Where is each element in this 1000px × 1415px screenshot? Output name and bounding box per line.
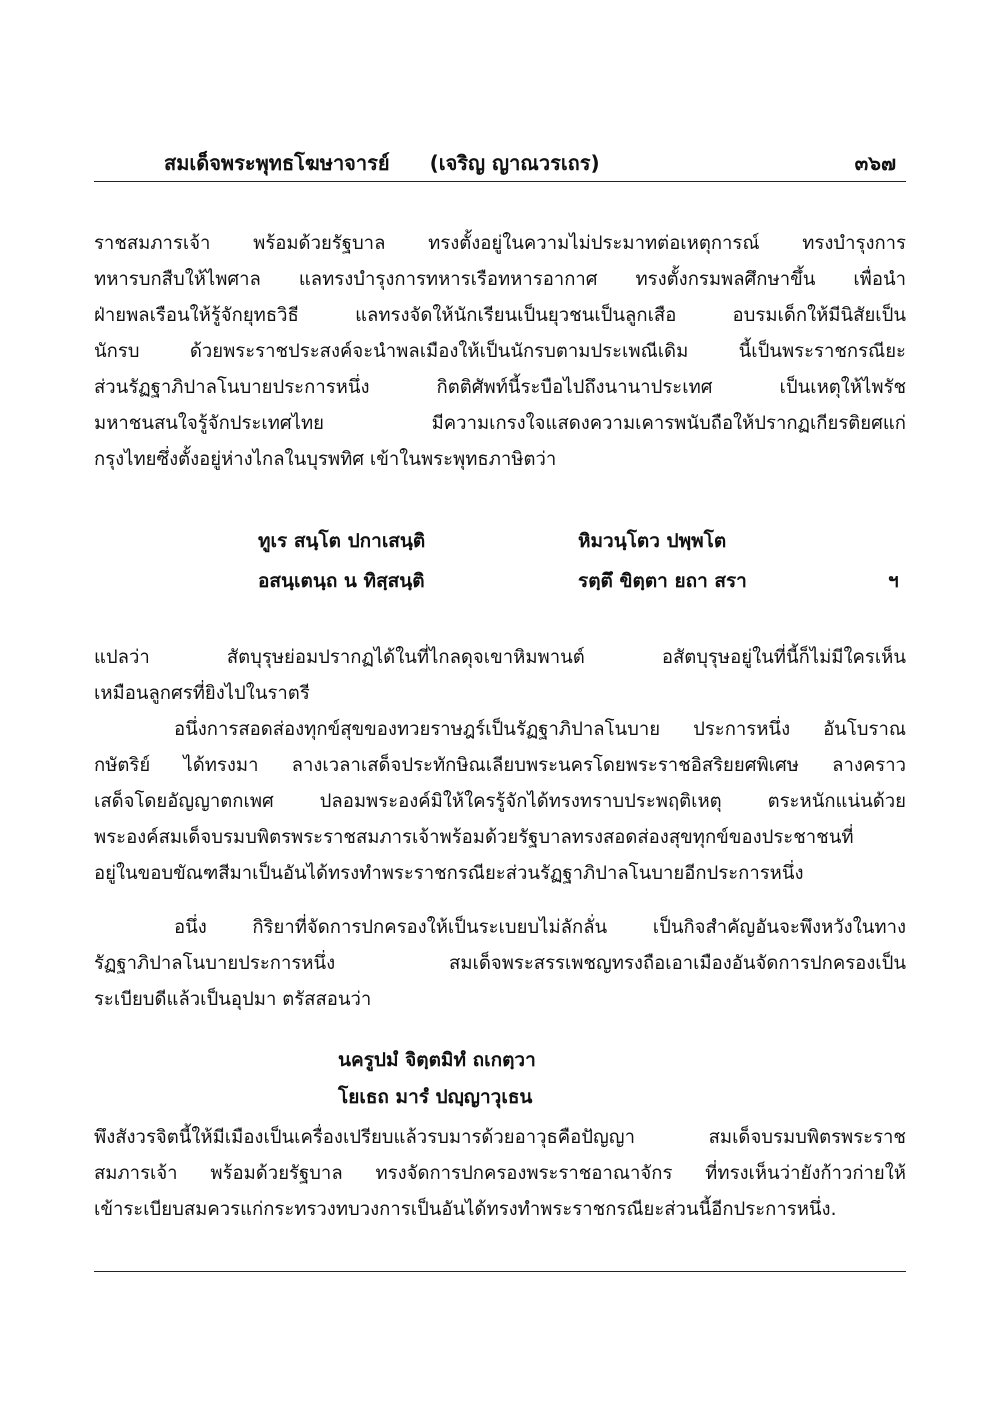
text-line: ระเบียบดีแล้วเป็นอุปมา ตรัสสอนว่า (94, 989, 372, 1010)
text-line: กษัตริย์ ได้ทรงมา ลางเวลาเสด็จประทักษิณเลียบพระนครโดยพระราชอิสริยยศพิเศษ ลางคราว (94, 755, 906, 776)
verse-line-second-half: รตฺตึ ขิตฺตา ยถา สรา (578, 570, 747, 592)
text-line: กรุงไทยซึ่งตั้งอยู่ห่างไกลในบุรพทิศ เข้าในพระพุทธภาษิตว่า (94, 449, 557, 470)
text-line: ราชสมภารเจ้า พร้อมด้วยรัฐบาล ทรงตั้งอยู่ในความไม่ประมาทต่อเหตุการณ์ ทรงบำรุงการ (94, 233, 906, 254)
verse-row: โยเธถ มารํ ปญฺญาวุเธน (338, 1086, 533, 1108)
text-line: พึงสังวรจิตนี้ให้มีเมืองเป็นเครื่องเปรียบแล้วรบมารด้วยอาวุธคือปัญญา สมเด็จบรมบพิตรพระราช (94, 1127, 906, 1148)
text-line: รัฏฐาภิปาลโนบายประการหนึ่ง สมเด็จพระสรรเพชญทรงถือเอาเมืองอันจัดการปกครองเป็น (94, 953, 906, 974)
verse-end-mark: ฯ (888, 570, 899, 592)
paragraph-5 (94, 1120, 906, 1228)
text-line: มหาชนสนใจรู้จักประเทศไทย มีความเกรงใจแสดงความเคารพนับถือให้ปรากฏเกียรติยศแก่ (94, 413, 906, 434)
verse-row (258, 521, 898, 561)
running-title (164, 147, 600, 179)
header-subtitle: (เจริญ ญาณวรเถร) (429, 151, 600, 175)
text-line: อยู่ในขอบขัณฑสีมาเป็นอันได้ทรงทำพระราชกรณียะส่วนรัฏฐาภิปาลโนบายอีกประการหนึ่ง (94, 863, 804, 884)
text-line: อนึ่งการสอดส่องทุกข์สุขของทวยราษฎร์เป็นรัฏฐาภิปาลโนบาย ประการหนึ่ง อันโบราณ (174, 719, 906, 740)
text-line: ฝ่ายพลเรือนให้รู้จักยุทธวิธี แลทรงจัดให้นักเรียนเป็นยุวชนเป็นลูกเสือ อบรมเด็กให้มีนิสัยเป็น (94, 305, 906, 326)
verse-line-second-half: หิมวนฺโตว ปพฺพโต (578, 530, 727, 552)
text-line: เหมือนลูกศรที่ยิงไปในราตรี (94, 683, 310, 704)
verse-row (258, 561, 898, 601)
header-title: สมเด็จพระพุทธโฆษาจารย์ (164, 151, 390, 175)
footer-divider (94, 1271, 906, 1272)
verse-line-first-half: อสนฺเตนฺถ น ทิสฺสนฺติ (258, 570, 425, 592)
text-line: ทหารบกสืบให้ไพศาล แลทรงบำรุงการทหารเรือทหารอากาศ ทรงตั้งกรมพลศึกษาขึ้น เพื่อนำ (94, 269, 906, 290)
text-line: เสด็จโดยอัญญาตกเพศ ปลอมพระองค์มิให้ใครรู้จักได้ทรงทราบประพฤติเหตุ ตระหนักแน่นด้วย (94, 791, 906, 812)
text-line: อนึ่ง กิริยาที่จัดการปกครองให้เป็นระเบยบไม่ลักลั่น เป็นกิจสำคัญอันจะพึงหวังในทาง (174, 917, 906, 938)
text-line: ส่วนรัฏฐาภิปาลโนบายประการหนึ่ง กิตติศัพท์นี้ระบือไปถึงนานาประเทศ เป็นเหตุให้ไพรัช (94, 377, 906, 398)
page-header (94, 145, 906, 182)
text-line: นักรบ ด้วยพระราชประสงค์จะนำพลเมืองให้เป็นนักรบตามประเพณีเดิม นี้เป็นพระราชกรณียะ (94, 341, 906, 362)
pali-verse-2 (338, 1042, 536, 1116)
text-line: พระองค์สมเด็จบรมบพิตรพระราชสมภารเจ้าพร้อมด้วยรัฐบาลทรงสอดส่องสุขทุกข์ของประชาชนที่ (94, 827, 854, 848)
paragraph-3 (94, 712, 906, 892)
verse-line-first-half: ทูเร สนฺโต ปกาเสนฺติ (258, 530, 426, 552)
paragraph-1 (94, 226, 906, 478)
verse-row: นครูปมํ จิตฺตมิทํ ถเกตฺวา (338, 1049, 536, 1071)
text-line: สมภารเจ้า พร้อมด้วยรัฐบาล ทรงจัดการปกครองพระราชอาณาจักร ที่ทรงเห็นว่ายังก้าวก่ายให้ (94, 1163, 906, 1184)
page-number: ๓๖๗ (854, 151, 896, 175)
text-line: แปลว่า สัตบุรุษย่อมปรากฏได้ในที่ไกลดุจเขาหิมพานต์ อสัตบุรุษอยู่ในที่นี้ก็ไม่มีใครเห็น (94, 647, 906, 668)
text-line: เข้าระเบียบสมควรแก่กระทรวงทบวงการเป็นอันได้ทรงทำพระราชกรณียะส่วนนี้อีกประการหนึ่ง. (94, 1199, 837, 1220)
pali-verse-1 (258, 521, 898, 601)
paragraph-2 (94, 640, 906, 712)
paragraph-4 (94, 910, 906, 1018)
